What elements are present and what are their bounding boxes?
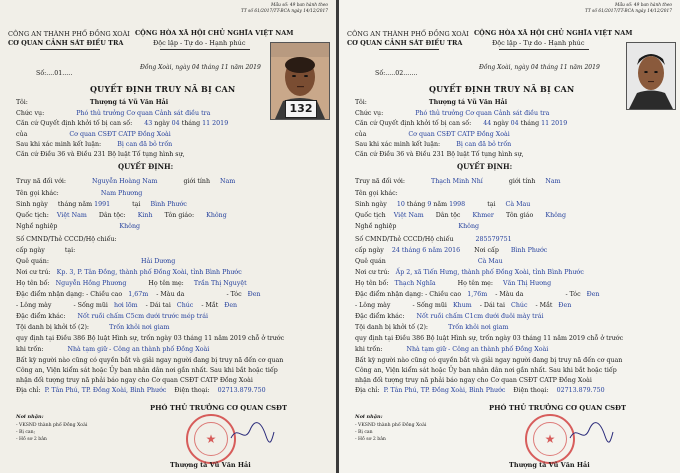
row-wanted: Truy nã đối với: Nguyễn Hoàng Nam giới tính Nam bbox=[16, 178, 236, 185]
row-address: Địa chỉ: P. Tân Phú, TP. Đồng Xoài, Bình Phước Điện thoại: 02713.879.750 bbox=[16, 387, 266, 394]
row-parents: Họ tên bố: Thạch Nghĩa Họ tên mẹ: Văn Thị Hương bbox=[355, 280, 552, 287]
row-crime: Tội danh bị khởi tố (2): Trốn khỏi nơi giam bbox=[355, 324, 509, 331]
nation-line-2: Độc lập - Tự do - Hạnh phúc bbox=[492, 39, 585, 47]
row-flee: khi trốn: Nhà tạm giữ - Công an thành phố Đồng Xoài bbox=[355, 346, 549, 353]
nation-line-1: CỘNG HÒA XÃ HỘI CHỦ NGHĨA VIỆT NAM bbox=[135, 29, 294, 37]
row-law-line: quy định tại Điều 386 Bộ luật Hình sự, trốn ngày 03 tháng 11 năm 2019 chỗ ở trước bbox=[16, 335, 285, 342]
row-wanted: Truy nã đối với: Thạch Minh Nhí giới tính Nam bbox=[355, 178, 561, 185]
recipient-2: - Bị can; bbox=[16, 430, 36, 435]
row-hometown: Quê quán: Hải Dương bbox=[16, 258, 176, 265]
row-alias: Tên gọi khác: bbox=[355, 190, 398, 197]
recipients-label: Nơi nhận: bbox=[16, 414, 44, 420]
row-residence: Nơi cư trú: Ấp 2, xã Tiến Hưng, thành phố Đồng Xoài, tỉnh Bình Phước bbox=[355, 269, 584, 276]
row-of-unit: của Cơ quan CSĐT CATP Đồng Xoài bbox=[16, 131, 171, 138]
notice-line-1: Bất kỳ người nào cũng có quyền bắt và giải ngay người đang bị truy nã đến cơ quan bbox=[16, 357, 284, 364]
row-decision-ref: Căn cứ Quyết định khởi tố bị can số: 43 ngày 04 tháng 11 2019 bbox=[16, 120, 229, 127]
row-issuer: Tôi: Thượng tá Vũ Văn Hải bbox=[16, 99, 169, 106]
row-features: Đặc điểm nhận dạng: - Chiều cao 1,76m - Màu da - Tóc Đen bbox=[355, 291, 600, 298]
decide-heading: QUYẾT ĐỊNH: bbox=[118, 162, 174, 171]
notice-line-3: nhận đối tượng truy nã phải báo ngay cho Cơ quan CSĐT CATP Đồng Xoài bbox=[16, 377, 253, 384]
photo-tag-number: 132 bbox=[285, 100, 317, 118]
row-law-basis: Căn cứ Điều 36 và Điều 231 Bộ luật Tố tụng hình sự, bbox=[16, 151, 185, 158]
recipient-3: - Hồ sơ 2 bản bbox=[16, 437, 47, 442]
row-decision-ref: Căn cứ Quyết định khởi tố bị can số: 44 ngày 04 tháng 11 2019 bbox=[355, 120, 568, 127]
row-address: Địa chỉ: P. Tân Phú, TP. Đồng Xoài, Bình Phước Điện thoại: 02713.879.750 bbox=[355, 387, 605, 394]
form-note: Mẫu số: 49 ban hành theo bbox=[615, 3, 672, 8]
row-crime: Tội danh bị khởi tố (2): Trốn khỏi nơi giam bbox=[16, 324, 170, 331]
doc-title: QUYẾT ĐỊNH TRUY NÃ BỊ CAN bbox=[90, 84, 236, 94]
row-verify: Sau khi xác minh kết luận: Bị can đã bỏ trốn bbox=[355, 141, 512, 148]
row-marks: Đặc điểm khác: Nốt ruồi chấm C1cm dưới đuôi mày trái bbox=[355, 313, 544, 320]
row-law-line: quy định tại Điều 386 Bộ luật Hình sự, trốn ngày 03 tháng 11 năm 2019 chỗ ở trước bbox=[355, 335, 624, 342]
recipient-2: - Bị can bbox=[355, 430, 373, 435]
row-position: Chức vụ: Phó thủ trưởng Cơ quan Cảnh sát điều tra bbox=[355, 110, 550, 117]
notice-line-1: Bất kỳ người nào cũng có quyền bắt và giải ngay người đang bị truy nã đến cơ quan bbox=[355, 357, 623, 364]
row-birth: Sinh ngày 10 tháng 9 năm 1998 tại Cà Mau bbox=[355, 201, 531, 208]
row-features-2: - Lông mày - Sống mũi Khum - Dái tai Chúc - Mắt Đen bbox=[355, 302, 572, 309]
agency-line-2: CƠ QUAN CẢNH SÁT ĐIỀU TRA bbox=[8, 39, 124, 47]
official-stamp: ★ bbox=[186, 414, 236, 464]
notice-line-2: Công an, Viện kiểm sát hoặc Ủy ban nhân dân nơi gần nhất. Sau khi bắt hoặc tiếp bbox=[16, 367, 278, 374]
signer-name: Thượng tá Vũ Văn Hải bbox=[509, 461, 590, 469]
suspect-photo bbox=[626, 42, 676, 110]
doc-title: QUYẾT ĐỊNH TRUY NÃ BỊ CAN bbox=[429, 84, 575, 94]
wanted-notice-02 bbox=[339, 0, 680, 473]
doc-date: Đồng Xoài, ngày 04 tháng 11 năm 2019 bbox=[140, 64, 261, 71]
agency-line-1: CÔNG AN THÀNH PHỐ ĐỒNG XOÀI bbox=[8, 30, 130, 38]
notice-line-2: Công an, Viện kiểm sát hoặc Ủy ban nhân dân nơi gần nhất. Sau khi bắt hoặc tiếp bbox=[355, 367, 617, 374]
form-note-2: TT số 61/2017/TT-BCA ngày 14/12/2017 bbox=[584, 9, 672, 14]
doc-date: Đồng Xoài, ngày 04 tháng 11 năm 2019 bbox=[479, 64, 600, 71]
row-features: Đặc điểm nhận dạng: - Chiều cao 1,67m - Màu da - Tóc Đen bbox=[16, 291, 261, 298]
decide-heading: QUYẾT ĐỊNH: bbox=[457, 162, 513, 171]
nation-line-2: Độc lập - Tự do - Hạnh phúc bbox=[153, 39, 246, 47]
signer-name: Thượng tá Vũ Văn Hải bbox=[170, 461, 251, 469]
handwritten-signature bbox=[228, 420, 276, 446]
row-of-unit: của Cơ quan CSĐT CATP Đồng Xoài bbox=[355, 131, 510, 138]
row-verify: Sau khi xác minh kết luận: Bị can đã bỏ trốn bbox=[16, 141, 173, 148]
row-parents: Họ tên bố: Nguyễn Hồng Phương Họ tên mẹ: Trần Thị Nguyệt bbox=[16, 280, 247, 287]
form-note: Mẫu số: 49 ban hành theo bbox=[271, 3, 328, 8]
row-position: Chức vụ: Phó thủ trưởng Cơ quan Cảnh sát điều tra bbox=[16, 110, 211, 117]
row-job: Nghề nghiệp Không bbox=[355, 223, 480, 230]
recipient-1: - VKSND thành phố Đồng Xoài bbox=[355, 423, 427, 428]
signer-title: PHÓ THỦ TRƯỞNG CƠ QUAN CSĐT bbox=[489, 404, 627, 412]
row-nationality: Quốc tịch Việt Nam Dân tộc Khmer Tôn giáo Không bbox=[355, 212, 566, 219]
signer-title: PHÓ THỦ TRƯỞNG CƠ QUAN CSĐT bbox=[150, 404, 288, 412]
recipient-1: - VKSND thành phố Đồng Xoài bbox=[16, 423, 88, 428]
row-nationality: Quốc tịch: Việt Nam Dân tộc: Kinh Tôn giáo: Không bbox=[16, 212, 227, 219]
recipients-label: Nơi nhận: bbox=[355, 414, 383, 420]
row-id: Số CMND/Thẻ CCCD/Hộ chiếu 285579751 bbox=[355, 236, 512, 243]
wanted-notice-01 bbox=[0, 0, 336, 473]
row-law-basis: Căn cứ Điều 36 và Điều 231 Bộ luật Tố tụng hình sự, bbox=[355, 151, 524, 158]
row-alias: Tên gọi khác: Nam Phương bbox=[16, 190, 143, 197]
row-job: Nghề nghiệp Không bbox=[16, 223, 141, 230]
nation-line-1: CỘNG HÒA XÃ HỘI CHỦ NGHĨA VIỆT NAM bbox=[474, 29, 633, 37]
handwritten-signature bbox=[567, 420, 615, 446]
agency-line-2: CƠ QUAN CẢNH SÁT ĐIỀU TRA bbox=[347, 39, 463, 47]
notice-line-3: nhận đối tượng truy nã phải báo ngay cho Cơ quan CSĐT CATP Đồng Xoài bbox=[355, 377, 592, 384]
row-id-issue: cấp ngày tại: bbox=[16, 247, 76, 254]
row-flee: khi trốn: Nhà tạm giữ - Công an thành phố Đồng Xoài bbox=[16, 346, 210, 353]
row-marks: Đặc điểm khác: Nốt ruồi chấm C5cm dưới trước mép trái bbox=[16, 313, 208, 320]
agency-line-1: CÔNG AN THÀNH PHỐ ĐỒNG XOÀI bbox=[347, 30, 469, 38]
row-hometown: Quê quán Cà Mau bbox=[355, 258, 503, 265]
official-stamp: ★ bbox=[525, 414, 575, 464]
doc-number: Số:.....02....... bbox=[375, 70, 418, 77]
row-issuer: Tôi: Thượng tá Vũ Văn Hải bbox=[355, 99, 508, 106]
doc-number: Số:....01..... bbox=[36, 70, 73, 77]
row-id-issue: cấp ngày 24 tháng 6 năm 2016 Nơi cấp Bình Phước bbox=[355, 247, 548, 254]
row-birth: Sinh ngày tháng năm 1991 tại Bình Phước bbox=[16, 201, 187, 208]
row-residence: Nơi cư trú: Kp. 3, P. Tân Đồng, thành phố Đồng Xoài, tỉnh Bình Phước bbox=[16, 269, 242, 276]
recipient-3: - Hồ sơ 2 bản bbox=[355, 437, 386, 442]
row-features-2: - Lông mày - Sống mũi hơi lõm - Dái tai Chúc - Mắt Đen bbox=[16, 302, 238, 309]
form-note-2: TT số 61/2017/TT-BCA ngày 14/12/2017 bbox=[240, 9, 328, 14]
row-id: Số CMND/Thẻ CCCD/Hộ chiếu: bbox=[16, 236, 117, 243]
